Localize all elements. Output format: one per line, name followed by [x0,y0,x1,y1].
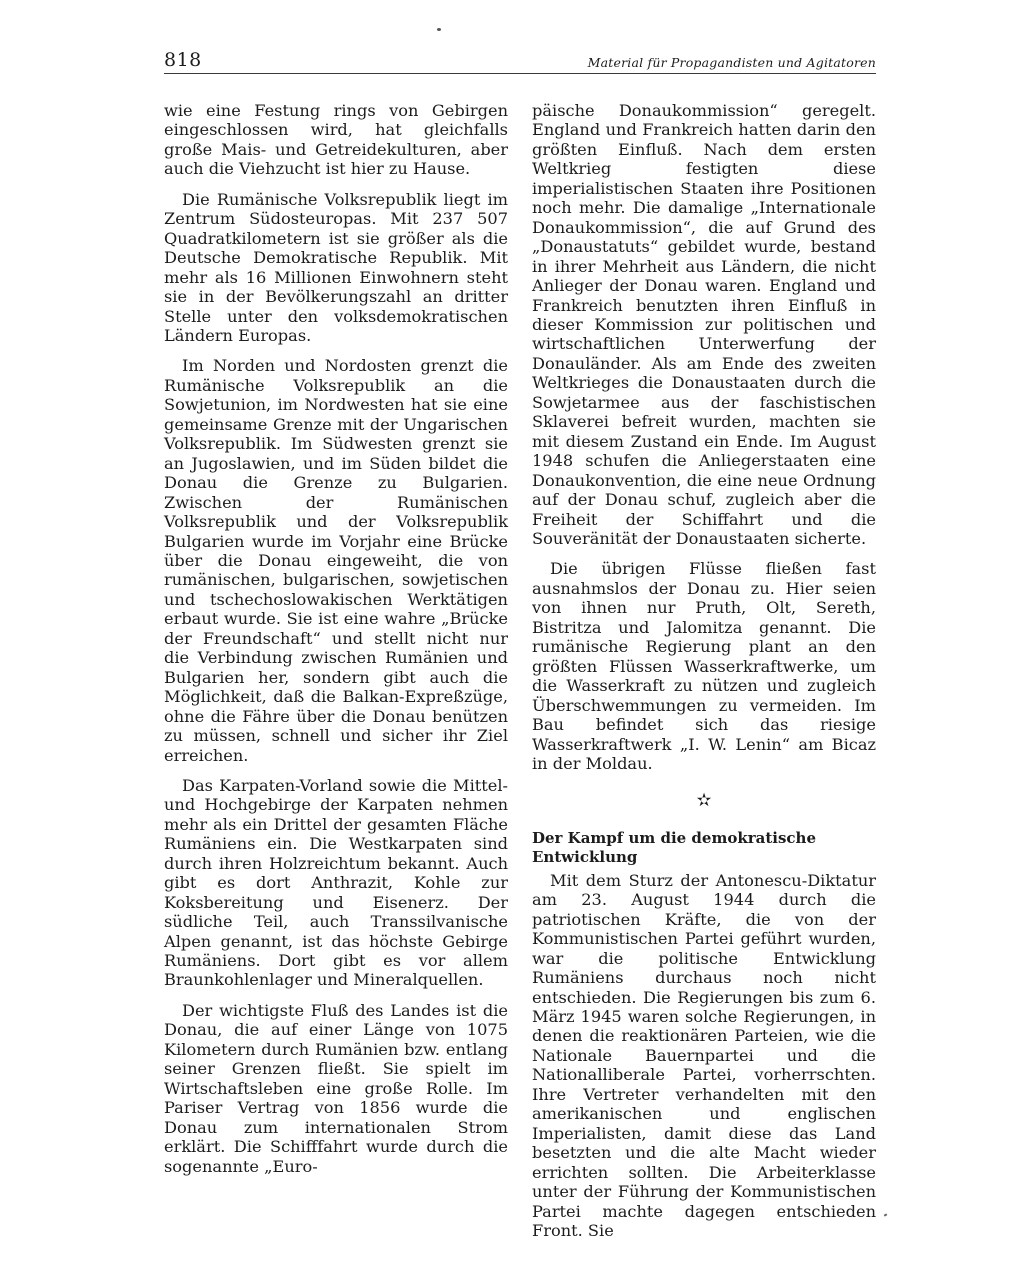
paragraph: Im Norden und Nordosten grenzt die Rumänische Volksrepublik an die Sowjetunion, im Nordwesten hat sie eine gemeinsame Grenze mit der Ungarischen Volksrepublik. Im Südwesten grenzt sie an Jugoslawien, und im Süden bildet die Donau die Grenze zu Bulgarien. Zwischen der Rumänischen Volksrepublik und der Volksrepublik Bulgarien wurde im Vorjahr eine Brücke über die Donau eingeweiht, die von rumänischen, bulgarischen, sowjetischen und tschechoslowakischen Werktätigen erbaut wurde. Sie ist eine wahre „Brücke der Freundschaft“ und stellt nicht nur die Verbindung zwischen Rumänien und Bulgarien her, sondern gibt auch die Möglichkeit, daß die Balkan-Expreßzüge, ohne die Fähre über die Donau benützen zu müssen, schnell und sicher ihr Ziel erreichen. [164,356,508,765]
paragraph: Mit dem Sturz der Antonescu-Diktatur am 23. August 1944 durch die patriotischen Kräfte, die von der Kommunistischen Partei geführt wurden, war die politische Entwicklung Rumäniens durchaus noch nicht entschieden. Die Regierungen bis zum 6. März 1945 waren solche Regierungen, in denen die reaktionären Parteien, wie die Nationale Bauernpartei und die Nationalliberale Partei, vorherrschten. Ihre Vertreter verhandelten mit den amerikanischen und englischen Imperialisten, damit diese das Land besetzten und die alte Macht wieder errichten sollten. Die Arbeiterklasse unter der Führung der Kommunistischen Partei machte dagegen entschieden Front. Sie [532,870,876,1241]
left-column [164,101,508,1187]
paragraph: Der wichtigste Fluß des Landes ist die Donau, die auf einer Länge von 1075 Kilometern durch Rumänien bzw. entlang seiner Grenzen fließt. Sie spielt im Wirtschaftsleben eine große Rolle. Im Pariser Vertrag von 1856 wurde die Donau zum internationalen Strom erklärt. Die Schifffahrt wurde durch die sogenannte „Euro- [164,1000,508,1176]
header-rule [164,73,876,74]
print-speck [884,1213,888,1216]
paragraph: Die übrigen Flüsse fließen fast ausnahmslos der Donau zu. Hier seien von ihnen nur Pruth, Olt, Sereth, Bistritza und Jalomitza genannt. Die rumänische Regierung plant an den größten Flüssen Wasserkraftwerke, um die Wasserkraft zu nützen und zugleich Überschwemmungen zu vermeiden. Im Bau befindet sich das riesige Wasserkraftwerk „I. W. Lenin“ am Bicaz in der Moldau. [532,559,876,773]
paragraph: wie eine Festung rings von Gebirgen eingeschlossen wird, hat gleichfalls große Mais- und Getreidekulturen, aber auch die Viehzucht ist hier zu Hause. [164,101,508,179]
paragraph: Das Karpaten-Vorland sowie die Mittel- und Hochgebirge der Karpaten nehmen mehr als ein Drittel der gesamten Fläche Rumäniens ein. Die Westkarpaten sind durch ihren Holzreichtum bekannt. Auch gibt es dort Anthrazit, Kohle zur Koksbereitung und Eisenerz. Der südliche Teil, auch Transsilvanische Alpen genannt, ist das höchste Gebirge Rumäniens. Dort gibt es vor allem Braunkohlenlager und Mineralquellen. [164,775,508,990]
print-speck [437,28,441,31]
section-separator-star: ✫ [696,790,712,812]
running-head: Material für Propagandisten und Agitatoren [587,55,876,70]
paragraph: Die Rumänische Volksrepublik liegt im Zentrum Südosteuropas. Mit 237 507 Quadratkilometern ist sie größer als die Deutsche Demokratische Republik. Mit mehr als 16 Millionen Einwohnern steht sie in der Bevölkerungszahl an dritter Stelle unter den volksdemokratischen Ländern Europas. [164,189,508,345]
section-heading: Der Kampf um die demokratische Entwicklung [532,828,816,866]
page-number: 818 [164,49,202,71]
right-column [532,101,876,1251]
paragraph: päische Donaukommission“ geregelt. England und Frankreich hatten darin den größten Einfluß. Nach dem ersten Weltkrieg festigten diese imperialistischen Staaten ihre Positionen noch mehr. Die damalige „Internationale Donaukommission“, die auf Grund des „Donaustatuts“ gebildet wurde, bestand in ihrer Mehrheit aus Ländern, die nicht Anlieger der Donau waren. England und Frankreich benutzten ihren Einfluß in dieser Kommission zur politischen und wirtschaftlichen Unterwerfung der Donauländer. Als am Ende des zweiten Weltkrieges die Donaustaaten durch die Sowjetarmee aus der faschistischen Sklaverei befreit wurden, machten sie mit diesem Zustand ein Ende. Im August 1948 schufen die Anliegerstaaten eine Donaukonvention, die eine neue Ordnung auf der Donau schuf, zugleich aber die Freiheit der Schiffahrt und die Souveränität der Donaustaaten sicherte. [532,101,876,548]
